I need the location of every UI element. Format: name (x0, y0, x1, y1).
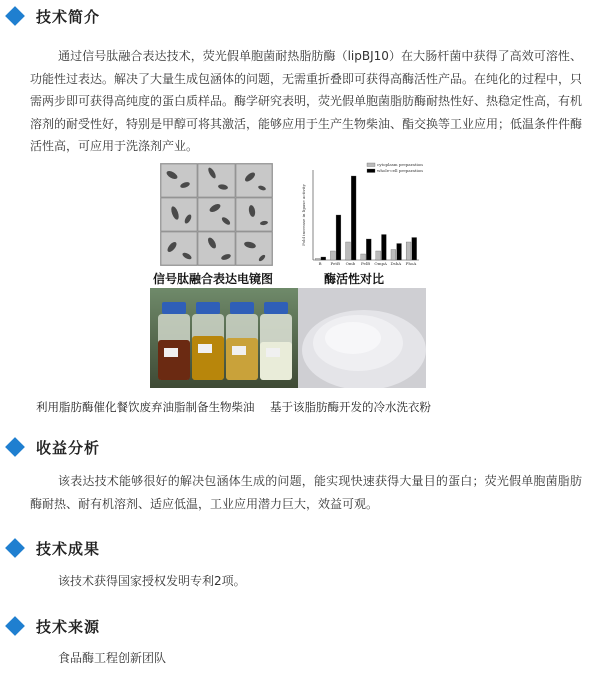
chart-svg (295, 160, 425, 272)
lipase-activity-chart (295, 160, 425, 272)
biodiesel-caption: 利用脂肪酶催化餐饮废弃油脂制备生物柴油 (36, 400, 255, 414)
chart-bar (381, 235, 386, 261)
chart-bar (321, 257, 326, 260)
detergent-powder-photo (298, 288, 426, 388)
chart-bar (330, 251, 335, 260)
chart-bar (315, 259, 320, 261)
chart-bar (336, 215, 341, 260)
chart-tick-label: DsbA (390, 261, 402, 266)
chart-legend-label: whole-cell preparation (377, 168, 423, 173)
chart-tick-label: PetB (330, 261, 340, 266)
chart-legend-swatch (367, 163, 375, 167)
section-title: 技术来源 (36, 617, 101, 636)
chart-tick-label: PelB (360, 261, 371, 266)
chart-background (295, 160, 425, 272)
section-title: 技术简介 (36, 7, 101, 26)
chart-bar (406, 242, 411, 260)
chart-tick-label: B (318, 261, 322, 266)
chart-tick-label: Omb (345, 261, 356, 266)
source-paragraph: 食品酶工程创新团队 (58, 651, 167, 665)
diamond-bullet-icon (5, 616, 25, 636)
activity-caption: 酶活性对比 (324, 272, 385, 286)
chart-tick-label: OmpA (374, 261, 387, 266)
electron-microscopy-image (160, 163, 273, 266)
chart-bar (397, 244, 402, 261)
chart-bar (366, 239, 371, 260)
chart-tick-label: PhoA (405, 261, 417, 266)
section-title: 技术成果 (36, 539, 101, 558)
intro-paragraph: 通过信号肽融合表达技术，荧光假单胞菌耐热脂肪酶（lipBJ10）在大肠杆菌中获得了高效可溶性、功能性过表达。解决了大量生成包涵体的问题，无需重折叠即可获得高酶活性产品。在纯化的过程中，只需两步即可获得高纯度的蛋白质样品。酶学研究表明，荧光假单胞菌脂肪酶耐热性好、热稳定性高，有机溶剂的耐受性好，特别是甲醇可将其激活，能够应用于生产生物柴油、酯交换等工业应用；低温条件件酶活性高，可应用于洗涤剂产业。 (30, 49, 583, 153)
chart-ylabel: Fold increase in lipase activity (301, 184, 306, 246)
benefit-paragraph: 该表达技术能够很好的解决包涵体生成的问题，能实现快速获得大量目的蛋白；荧光假单胞菌脂肪酶耐热、耐有机溶剂、适应低温，工业应用潜力巨大，效益可观。 (30, 474, 582, 511)
diamond-bullet-icon (5, 6, 25, 26)
diamond-bullet-icon (5, 437, 25, 457)
section-title: 收益分析 (36, 438, 101, 457)
chart-bar (351, 176, 356, 260)
chart-legend-swatch (367, 169, 375, 173)
chart-bar (376, 251, 381, 260)
chart-bar (391, 250, 396, 261)
diamond-bullet-icon (5, 538, 25, 558)
biodiesel-bottles-photo (150, 288, 298, 388)
chart-bar (412, 238, 417, 261)
detergent-caption: 基于该脂肪酶开发的冷水洗衣粉 (270, 400, 431, 414)
chart-bar (346, 242, 351, 260)
chart-bar (361, 254, 366, 260)
chart-legend-label: cytoplasm preparation (377, 162, 423, 167)
results-paragraph: 该技术获得国家授权发明专利2项。 (58, 574, 246, 588)
em-caption: 信号肽融合表达电镜图 (153, 272, 274, 286)
